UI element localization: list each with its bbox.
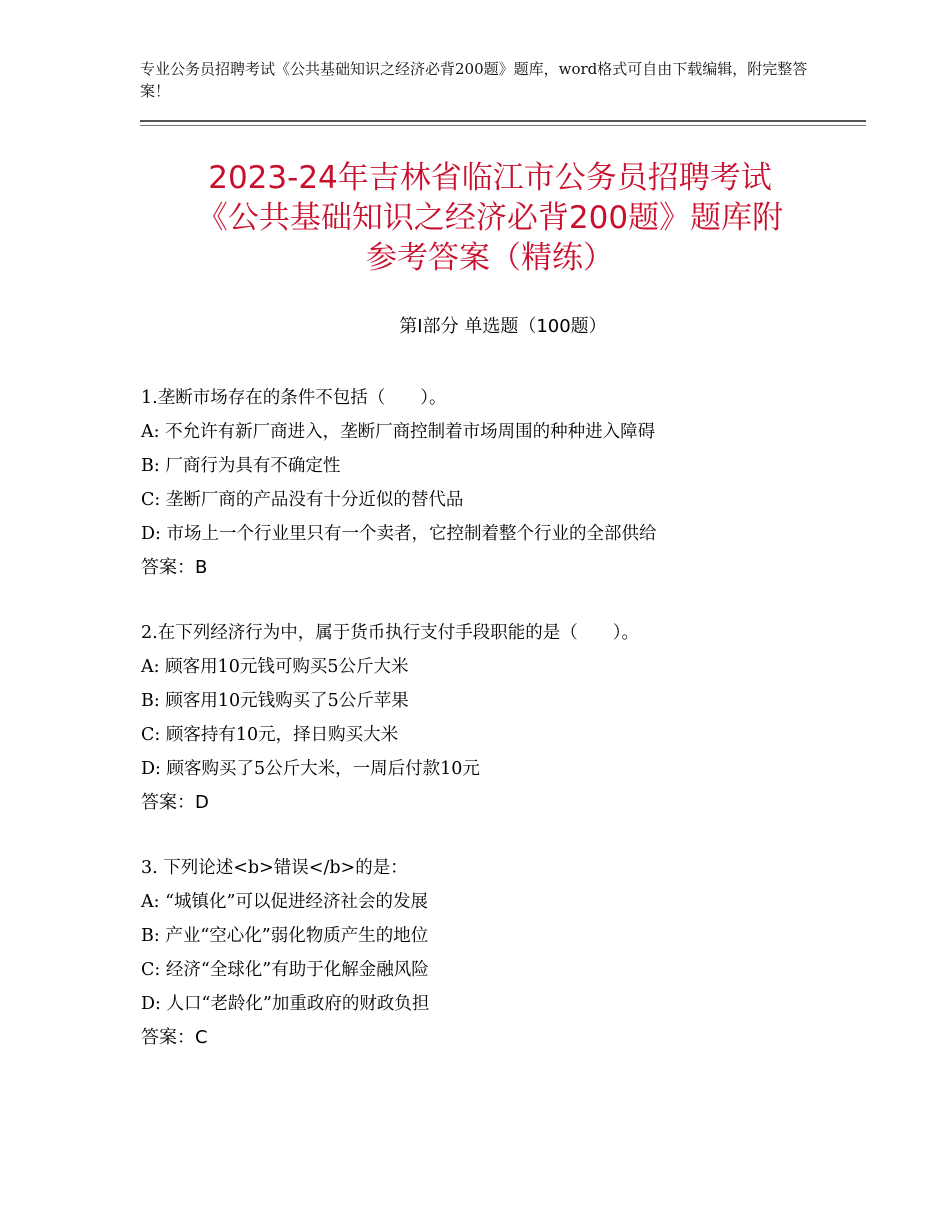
question-option: A: 顾客用10元钱可购买5公斤大米 [141,657,409,677]
question-option: A: “城镇化”可以促进经济社会的发展 [141,892,428,912]
question-stem: 3. 下列论述<b>错误</b>的是： [141,858,408,878]
question-option: A: 不允许有新厂商进入，垄断厂商控制着市场周围的种种进入障碍 [141,422,656,442]
question-option: D: 市场上一个行业里只有一个卖者，它控制着整个行业的全部供给 [141,524,657,544]
document-title [120,158,860,278]
question-item [141,851,866,1055]
question-item [141,616,866,820]
question-answer: 答案：D [141,792,209,813]
header-note: 专业公务员招聘考试《公共基础知识之经济必背200题》题库，word格式可自由下载编辑，附完整答案！ [140,60,808,100]
question-option: D: 顾客购买了5公斤大米，一周后付款10元 [141,759,480,779]
question-option: B: 产业“空心化”弱化物质产生的地位 [141,926,429,946]
question-answer: 答案：B [141,557,208,578]
question-option: B: 顾客用10元钱购买了5公斤苹果 [141,691,409,711]
question-option: C: 经济“全球化”有助于化解金融风险 [141,960,429,980]
question-item [141,381,866,585]
title-line: 参考答案（精练） [366,240,614,276]
question-answer: 答案：C [141,1027,208,1048]
question-option: C: 顾客持有10元，择日购买大米 [141,725,399,745]
header-divider-thin [140,125,866,126]
title-line: 《公共基础知识之经济必背200题》题库附 [196,200,784,236]
question-stem: 2.在下列经济行为中，属于货币执行支付手段职能的是（ ）。 [141,623,639,643]
question-list [141,381,866,1086]
header-divider [140,120,866,122]
section-heading: 第I部分 单选题（100题） [399,316,607,337]
question-option: D: 人口“老龄化”加重政府的财政负担 [141,994,430,1014]
question-option: C: 垄断厂商的产品没有十分近似的替代品 [141,490,464,510]
question-option: B: 厂商行为具有不确定性 [141,456,341,476]
title-line: 2023-24年吉林省临江市公务员招聘考试 [208,160,772,196]
question-stem: 1.垄断市场存在的条件不包括（ ）。 [141,388,447,408]
